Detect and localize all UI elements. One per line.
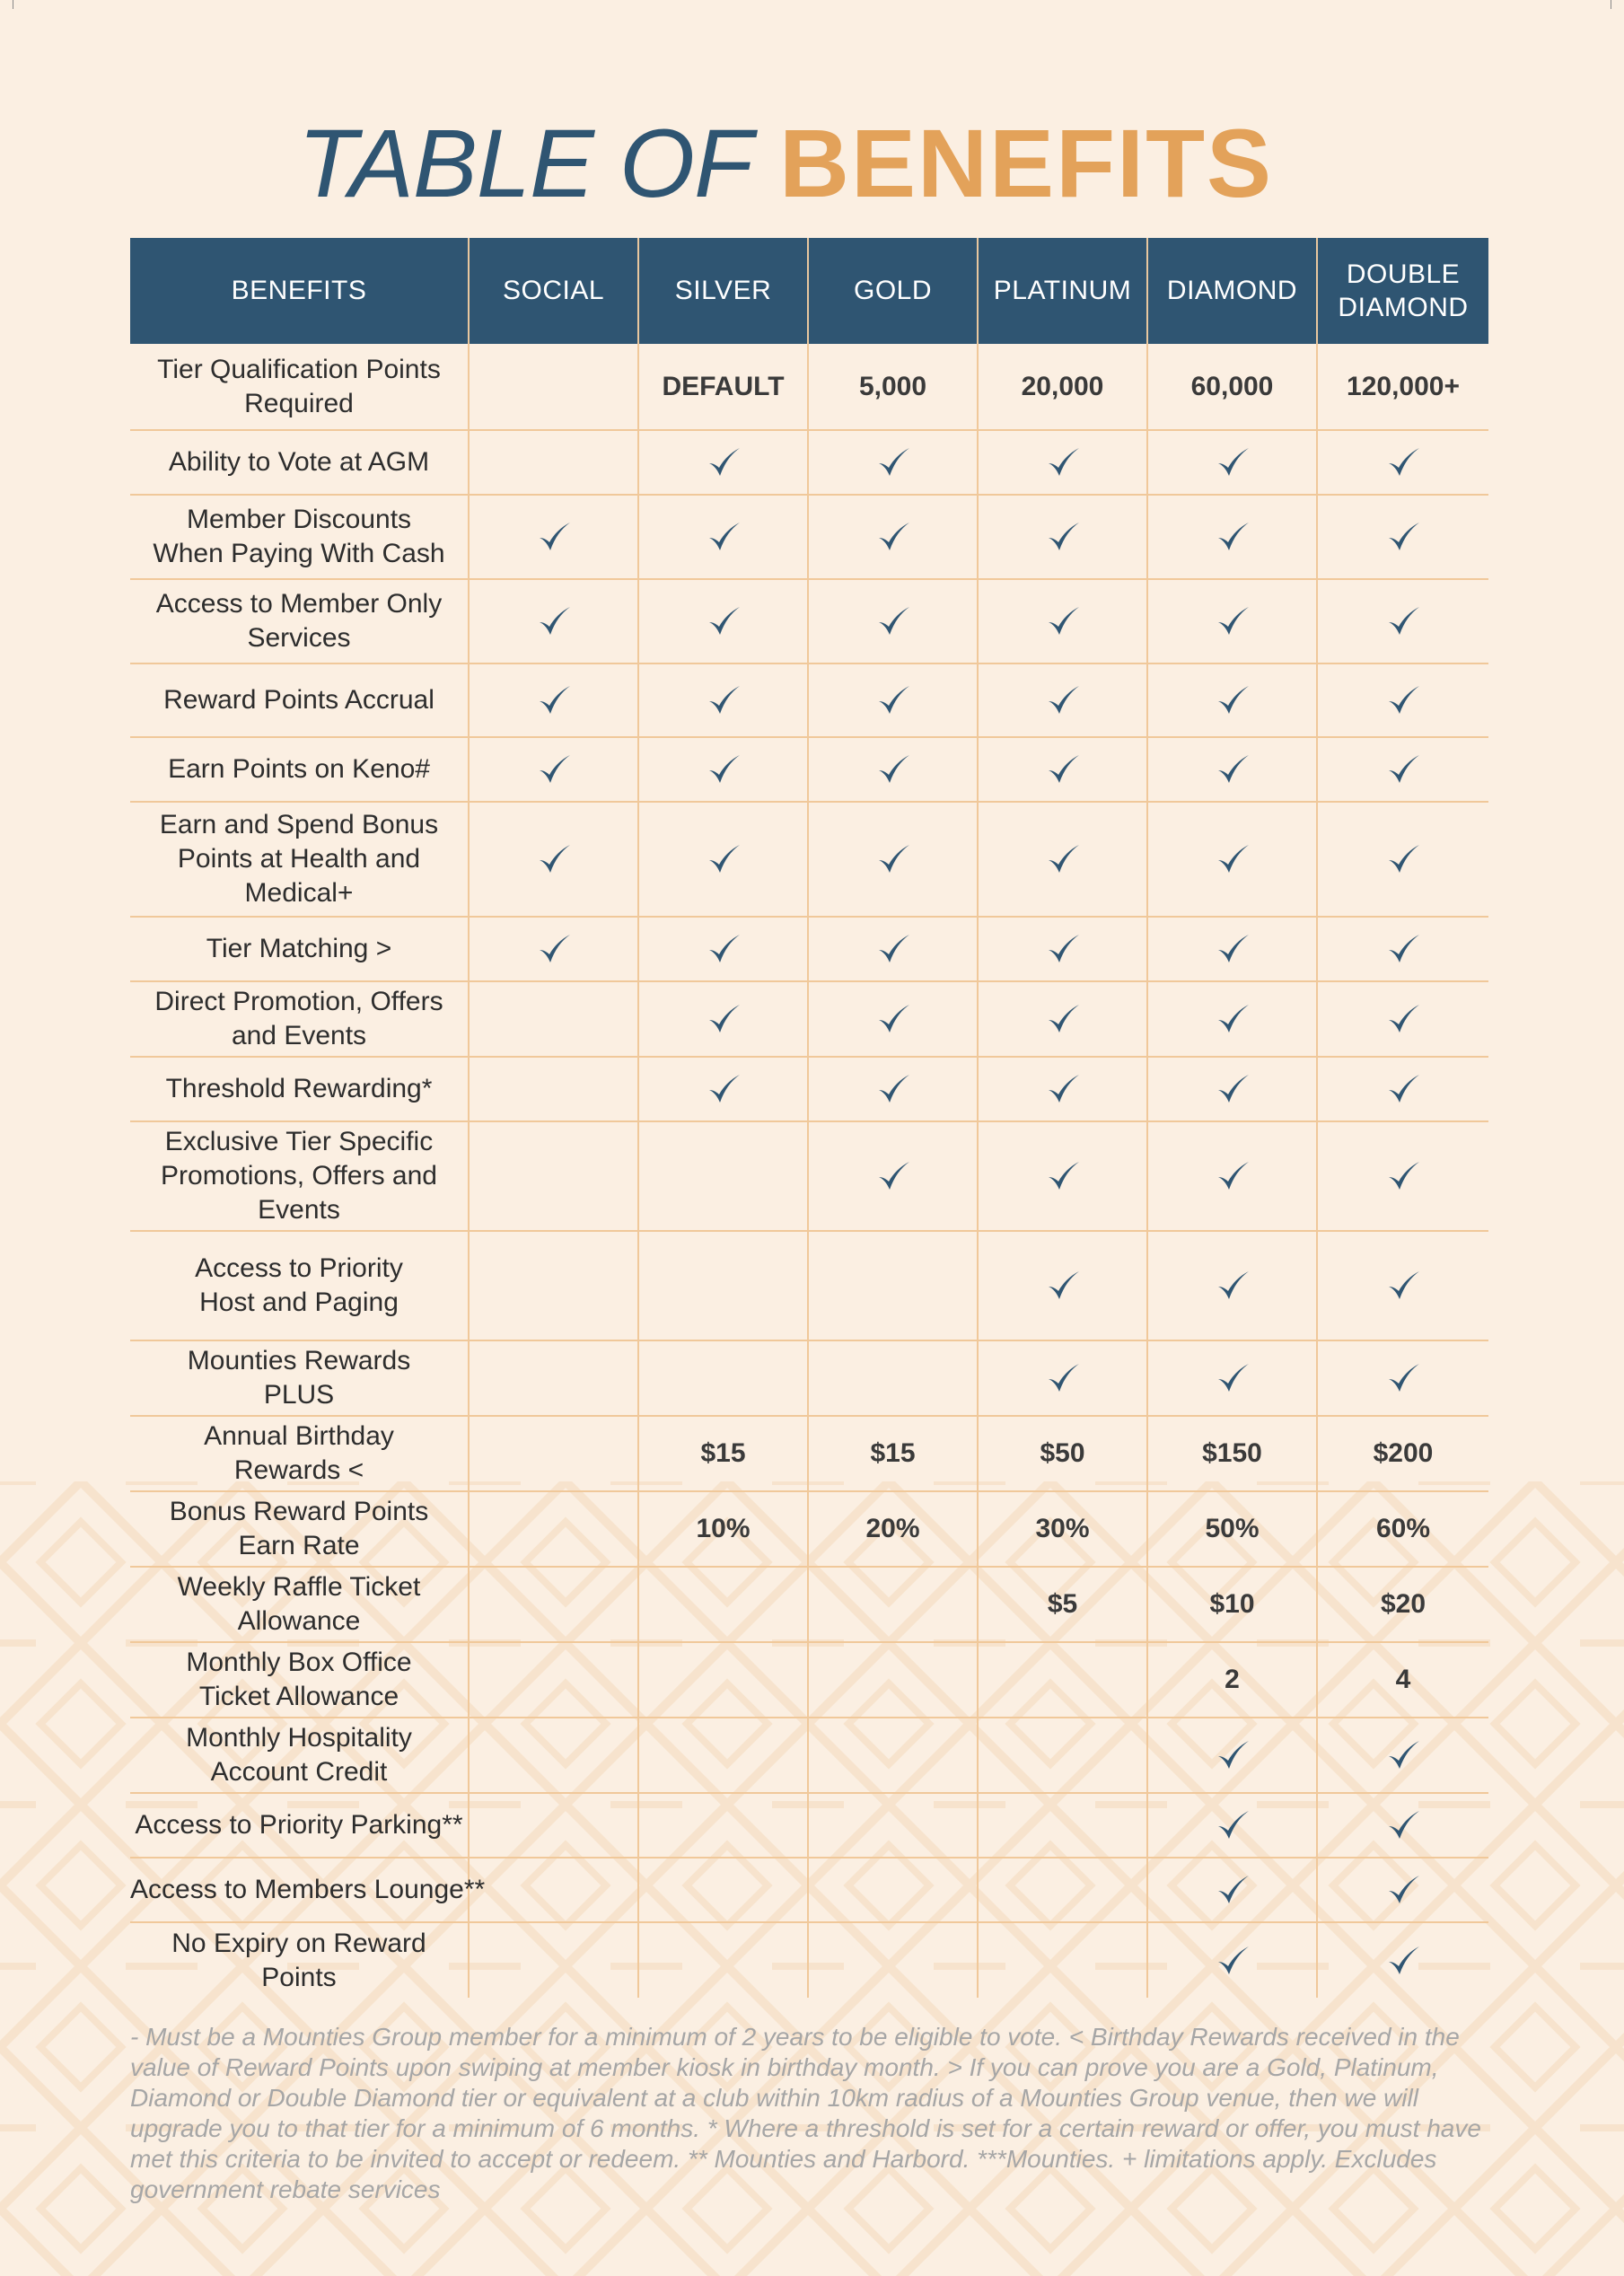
cell-platinum <box>978 802 1147 917</box>
checkmark-icon <box>1215 1268 1251 1304</box>
benefits-table <box>130 238 1488 1998</box>
checkmark-icon <box>1215 1001 1251 1037</box>
cell-diamond <box>1147 1793 1317 1858</box>
table-header-row <box>130 238 1488 344</box>
cell-double-diamond: 60% <box>1317 1491 1488 1567</box>
benefit-label: Annual Birthday Rewards < <box>130 1416 469 1491</box>
cell-silver <box>638 430 808 495</box>
cell-gold <box>808 663 978 737</box>
checkmark-icon <box>1385 1158 1421 1194</box>
cell-platinum <box>978 1858 1147 1922</box>
checkmark-icon <box>1215 1943 1251 1979</box>
cell-silver <box>638 1057 808 1121</box>
cell-silver: $15 <box>638 1416 808 1491</box>
checkmark-icon <box>1045 1360 1081 1396</box>
table-row <box>130 802 1488 917</box>
cell-silver <box>638 737 808 802</box>
checkmark-icon <box>1215 519 1251 555</box>
cell-double-diamond: 4 <box>1317 1642 1488 1718</box>
cell-silver <box>638 917 808 981</box>
cell-double-diamond <box>1317 917 1488 981</box>
checkmark-icon <box>536 682 572 718</box>
checkmark-icon <box>1045 444 1081 480</box>
checkmark-icon <box>706 519 742 555</box>
checkmark-icon <box>706 682 742 718</box>
checkmark-icon <box>1215 1158 1251 1194</box>
cell-platinum <box>978 430 1147 495</box>
checkmark-icon <box>1215 931 1251 967</box>
table-row <box>130 981 1488 1057</box>
cell-double-diamond <box>1317 579 1488 663</box>
benefit-label: Access to Priority Host and Paging <box>130 1231 469 1340</box>
checkmark-icon <box>536 751 572 787</box>
checkmark-icon <box>536 841 572 877</box>
benefit-label: No Expiry on Reward Points <box>130 1922 469 1998</box>
benefit-label: Threshold Rewarding* <box>130 1057 469 1121</box>
cell-diamond <box>1147 663 1317 737</box>
checkmark-icon <box>1045 841 1081 877</box>
table-row <box>130 579 1488 663</box>
checkmark-icon <box>706 931 742 967</box>
benefit-label: Member Discounts When Paying With Cash <box>130 495 469 579</box>
cell-gold <box>808 802 978 917</box>
cell-double-diamond <box>1317 802 1488 917</box>
checkmark-icon <box>1215 682 1251 718</box>
checkmark-icon <box>1385 444 1421 480</box>
cell-diamond <box>1147 1858 1317 1922</box>
checkmark-icon <box>1215 841 1251 877</box>
cell-platinum <box>978 917 1147 981</box>
cell-gold <box>808 1858 978 1922</box>
checkmark-icon <box>1385 1001 1421 1037</box>
checkmark-icon <box>1045 931 1081 967</box>
benefit-label: Tier Qualification Points Required <box>130 344 469 430</box>
cell-double-diamond <box>1317 1793 1488 1858</box>
cell-double-diamond: 120,000+ <box>1317 344 1488 430</box>
cell-gold <box>808 430 978 495</box>
cell-platinum <box>978 1718 1147 1793</box>
title-part-2: BENEFITS <box>779 109 1274 217</box>
cell-social <box>469 981 638 1057</box>
table-row <box>130 1858 1488 1922</box>
benefit-label: Mounties Rewards PLUS <box>130 1340 469 1416</box>
checkmark-icon <box>1215 1807 1251 1843</box>
page-title <box>0 109 1571 217</box>
cell-platinum <box>978 495 1147 579</box>
cell-double-diamond: $20 <box>1317 1567 1488 1642</box>
cell-double-diamond <box>1317 1858 1488 1922</box>
cell-social <box>469 1567 638 1642</box>
cell-social <box>469 1922 638 1998</box>
checkmark-icon <box>1045 603 1081 639</box>
checkmark-icon <box>1385 1071 1421 1107</box>
benefit-label: Earn and Spend Bonus Points at Health and Medical+ <box>130 802 469 917</box>
checkmark-icon <box>1215 1071 1251 1107</box>
cell-social <box>469 495 638 579</box>
checkmark-icon <box>875 1001 911 1037</box>
cell-social <box>469 1231 638 1340</box>
cell-platinum: $5 <box>978 1567 1147 1642</box>
checkmark-icon <box>1385 1268 1421 1304</box>
cell-social <box>469 1642 638 1718</box>
benefit-label: Weekly Raffle Ticket Allowance <box>130 1567 469 1642</box>
cell-social <box>469 1718 638 1793</box>
checkmark-icon <box>536 519 572 555</box>
cell-social <box>469 1340 638 1416</box>
checkmark-icon <box>875 1158 911 1194</box>
cell-social <box>469 579 638 663</box>
checkmark-icon <box>1385 1807 1421 1843</box>
cell-silver <box>638 1922 808 1998</box>
cell-diamond <box>1147 579 1317 663</box>
cell-silver <box>638 1718 808 1793</box>
checkmark-icon <box>875 682 911 718</box>
table-row <box>130 1922 1488 1998</box>
column-header-double-diamond: DOUBLE DIAMOND <box>1317 238 1488 344</box>
cell-double-diamond <box>1317 1231 1488 1340</box>
benefit-label: Ability to Vote at AGM <box>130 430 469 495</box>
checkmark-icon <box>875 841 911 877</box>
cell-social <box>469 1491 638 1567</box>
cell-social <box>469 344 638 430</box>
cell-social <box>469 430 638 495</box>
benefit-label: Exclusive Tier Specific Promotions, Offers and Events <box>130 1121 469 1231</box>
cell-diamond <box>1147 1340 1317 1416</box>
cell-gold <box>808 1231 978 1340</box>
checkmark-icon <box>706 751 742 787</box>
table-row <box>130 917 1488 981</box>
table-row <box>130 430 1488 495</box>
cell-diamond <box>1147 495 1317 579</box>
cell-silver <box>638 579 808 663</box>
cell-diamond: 50% <box>1147 1491 1317 1567</box>
cell-double-diamond <box>1317 1121 1488 1231</box>
cell-gold <box>808 917 978 981</box>
cell-double-diamond: $200 <box>1317 1416 1488 1491</box>
cell-diamond <box>1147 1231 1317 1340</box>
cell-diamond <box>1147 737 1317 802</box>
cell-double-diamond <box>1317 663 1488 737</box>
cell-gold <box>808 1567 978 1642</box>
cell-double-diamond <box>1317 1922 1488 1998</box>
cell-silver <box>638 663 808 737</box>
cell-social <box>469 1416 638 1491</box>
cell-silver <box>638 1642 808 1718</box>
checkmark-icon <box>875 931 911 967</box>
benefit-label: Monthly Hospitality Account Credit <box>130 1718 469 1793</box>
table-row <box>130 1231 1488 1340</box>
cell-platinum <box>978 1121 1147 1231</box>
cell-platinum <box>978 1340 1147 1416</box>
cell-silver: 10% <box>638 1491 808 1567</box>
cell-double-diamond <box>1317 981 1488 1057</box>
benefit-label: Access to Member Only Services <box>130 579 469 663</box>
checkmark-icon <box>875 1071 911 1107</box>
checkmark-icon <box>1045 519 1081 555</box>
benefit-label: Direct Promotion, Offers and Events <box>130 981 469 1057</box>
column-header-gold: GOLD <box>808 238 978 344</box>
benefit-label: Bonus Reward Points Earn Rate <box>130 1491 469 1567</box>
cell-diamond <box>1147 917 1317 981</box>
cell-social <box>469 1858 638 1922</box>
checkmark-icon <box>1215 1360 1251 1396</box>
table-row <box>130 1340 1488 1416</box>
cell-silver <box>638 1231 808 1340</box>
cell-silver <box>638 1567 808 1642</box>
cell-diamond: 60,000 <box>1147 344 1317 430</box>
cell-double-diamond <box>1317 430 1488 495</box>
cell-double-diamond <box>1317 737 1488 802</box>
cell-silver <box>638 1121 808 1231</box>
checkmark-icon <box>706 444 742 480</box>
checkmark-icon <box>1215 444 1251 480</box>
cell-gold <box>808 1057 978 1121</box>
cell-diamond: 2 <box>1147 1642 1317 1718</box>
checkmark-icon <box>1045 751 1081 787</box>
checkmark-icon <box>875 519 911 555</box>
column-header-diamond: DIAMOND <box>1147 238 1317 344</box>
cell-social <box>469 1057 638 1121</box>
cell-gold <box>808 1793 978 1858</box>
checkmark-icon <box>875 751 911 787</box>
cell-double-diamond <box>1317 1340 1488 1416</box>
checkmark-icon <box>1045 1268 1081 1304</box>
table-row <box>130 1057 1488 1121</box>
checkmark-icon <box>1385 1943 1421 1979</box>
checkmark-icon <box>1385 751 1421 787</box>
cell-gold <box>808 737 978 802</box>
cell-platinum: 30% <box>978 1491 1147 1567</box>
checkmark-icon <box>1045 1071 1081 1107</box>
table-row <box>130 1121 1488 1231</box>
checkmark-icon <box>1385 603 1421 639</box>
cell-platinum <box>978 663 1147 737</box>
cell-social <box>469 917 638 981</box>
title-part-1: TABLE OF <box>297 109 753 217</box>
checkmark-icon <box>706 1071 742 1107</box>
cell-social <box>469 1121 638 1231</box>
checkmark-icon <box>1385 682 1421 718</box>
cell-silver <box>638 1793 808 1858</box>
cell-gold: 20% <box>808 1491 978 1567</box>
footnote-text: - Must be a Mounties Group member for a minimum of 2 years to be eligible to vote. < Birthday Rewards received in the value of Reward Points upon swiping at member kiosk in birthday month. > If you can prove you are a Gold, Platinum, Diamond or Double Diamond tier or equivalent at a club within 10km radius of a Mounties Group venue, then we will upgrade you to that tier for a minimum of 6 months. * Where a threshold is set for a certain reward or offer, you must have met this criteria to be invited to accept or redeem. ** Mounties and Harbord. ***Mounties. + limitations apply. Excludes government rebate services <box>130 2023 1481 2203</box>
cell-gold <box>808 579 978 663</box>
benefit-label: Tier Matching > <box>130 917 469 981</box>
cell-gold <box>808 981 978 1057</box>
cell-silver <box>638 802 808 917</box>
checkmark-icon <box>1045 1001 1081 1037</box>
cell-diamond <box>1147 1121 1317 1231</box>
checkmark-icon <box>1385 519 1421 555</box>
cell-diamond <box>1147 430 1317 495</box>
cell-gold <box>808 1642 978 1718</box>
cell-platinum <box>978 1922 1147 1998</box>
checkmark-icon <box>536 603 572 639</box>
column-header-platinum: PLATINUM <box>978 238 1147 344</box>
checkmark-icon <box>1385 931 1421 967</box>
cell-social <box>469 1793 638 1858</box>
cell-silver: DEFAULT <box>638 344 808 430</box>
cell-gold <box>808 1922 978 1998</box>
benefit-label: Access to Priority Parking** <box>130 1793 469 1858</box>
checkmark-icon <box>1385 1360 1421 1396</box>
checkmark-icon <box>1045 1158 1081 1194</box>
benefit-label: Reward Points Accrual <box>130 663 469 737</box>
cell-gold: $15 <box>808 1416 978 1491</box>
column-header-benefits: BENEFITS <box>130 238 469 344</box>
cell-diamond: $10 <box>1147 1567 1317 1642</box>
benefit-label: Earn Points on Keno# <box>130 737 469 802</box>
cell-silver <box>638 495 808 579</box>
column-header-silver: SILVER <box>638 238 808 344</box>
cell-double-diamond <box>1317 1718 1488 1793</box>
cell-platinum <box>978 981 1147 1057</box>
checkmark-icon <box>536 931 572 967</box>
checkmark-icon <box>1215 1872 1251 1908</box>
cell-silver <box>638 981 808 1057</box>
cell-silver <box>638 1340 808 1416</box>
cell-gold <box>808 1340 978 1416</box>
checkmark-icon <box>1215 603 1251 639</box>
cell-social <box>469 802 638 917</box>
cell-double-diamond <box>1317 1057 1488 1121</box>
table-row <box>130 663 1488 737</box>
table-body <box>130 344 1488 1998</box>
cell-gold <box>808 495 978 579</box>
table-row <box>130 1718 1488 1793</box>
cell-platinum <box>978 1057 1147 1121</box>
cell-gold <box>808 1121 978 1231</box>
cell-platinum: $50 <box>978 1416 1147 1491</box>
cell-social <box>469 737 638 802</box>
checkmark-icon <box>706 841 742 877</box>
checkmark-icon <box>1385 1737 1421 1773</box>
checkmark-icon <box>706 603 742 639</box>
cell-gold: 5,000 <box>808 344 978 430</box>
table-row <box>130 495 1488 579</box>
cell-silver <box>638 1858 808 1922</box>
cell-social <box>469 663 638 737</box>
checkmark-icon <box>1215 751 1251 787</box>
cell-diamond <box>1147 1922 1317 1998</box>
checkmark-icon <box>1215 1737 1251 1773</box>
table-row <box>130 1567 1488 1642</box>
cell-platinum <box>978 737 1147 802</box>
table-row <box>130 1642 1488 1718</box>
benefit-label: Monthly Box Office Ticket Allowance <box>130 1642 469 1718</box>
cell-diamond <box>1147 981 1317 1057</box>
table-row <box>130 1793 1488 1858</box>
cell-platinum: 20,000 <box>978 344 1147 430</box>
column-header-social: SOCIAL <box>469 238 638 344</box>
cell-platinum <box>978 1642 1147 1718</box>
table-row <box>130 737 1488 802</box>
table-row <box>130 344 1488 430</box>
checkmark-icon <box>875 603 911 639</box>
cell-diamond <box>1147 1718 1317 1793</box>
checkmark-icon <box>1385 1872 1421 1908</box>
checkmark-icon <box>706 1001 742 1037</box>
checkmark-icon <box>1385 841 1421 877</box>
cell-diamond <box>1147 1057 1317 1121</box>
table-row <box>130 1416 1488 1491</box>
checkmark-icon <box>1045 682 1081 718</box>
benefit-label: Access to Members Lounge** <box>130 1858 469 1922</box>
table-row <box>130 1491 1488 1567</box>
cell-diamond: $150 <box>1147 1416 1317 1491</box>
cell-platinum <box>978 1231 1147 1340</box>
cell-platinum <box>978 1793 1147 1858</box>
cell-platinum <box>978 579 1147 663</box>
cell-gold <box>808 1718 978 1793</box>
checkmark-icon <box>875 444 911 480</box>
cell-double-diamond <box>1317 495 1488 579</box>
cell-diamond <box>1147 802 1317 917</box>
